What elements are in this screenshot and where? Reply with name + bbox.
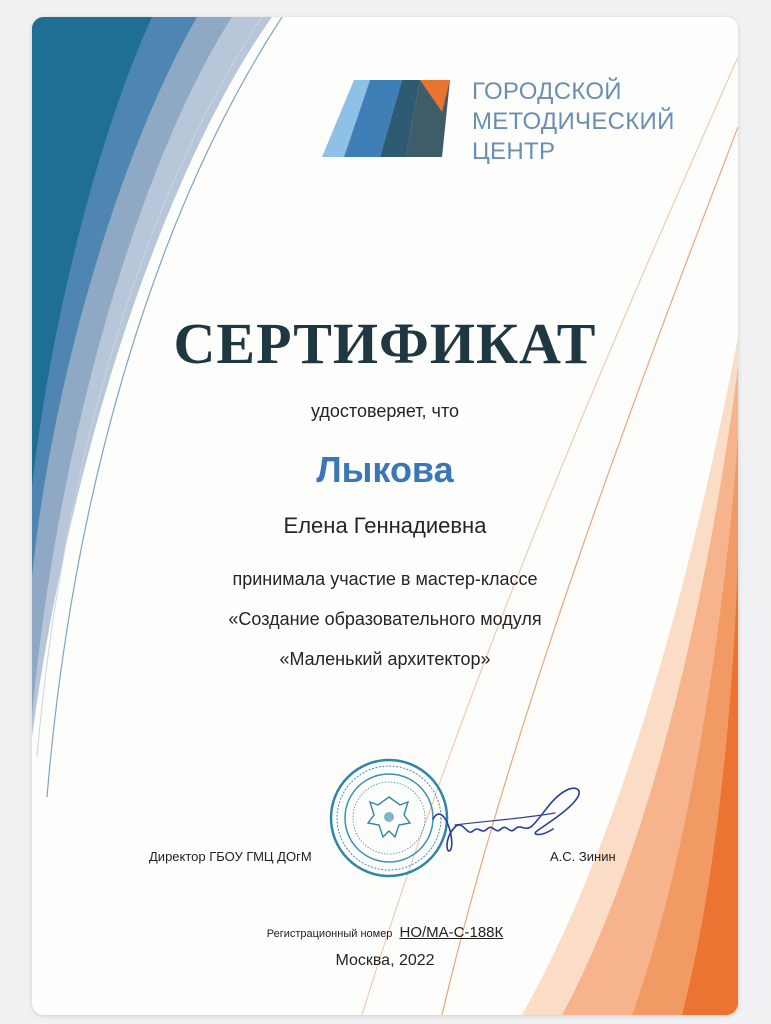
director-name: А.С. Зинин [550, 849, 616, 864]
course-title-line2: «Маленький архитектор» [279, 649, 491, 669]
registration-number: НО/МА-С-188К [399, 924, 504, 941]
logo [302, 42, 722, 177]
logo-text-line1: ГОРОДСКОЙ [472, 78, 622, 105]
logo-text-line2: МЕТОДИЧЕСКИЙ [472, 108, 675, 135]
participation-text: принимала участие в мастер-классе [232, 569, 538, 589]
certifies-text: удостоверяет, что [311, 401, 459, 421]
logo-mark-icon [302, 42, 472, 177]
certificate-page [32, 17, 738, 1015]
registration-line [32, 924, 738, 941]
logo-text-line3: ЦЕНТР [472, 138, 556, 165]
recipient-surname: Лыкова [316, 449, 454, 490]
director-title: Директор ГБОУ ГМЦ ДОгМ [149, 849, 312, 864]
city-year: Москва, 2022 [335, 952, 435, 969]
certificate-title: СЕРТИФИКАТ [173, 311, 597, 376]
course-title-line1: «Создание образовательного модуля [228, 609, 542, 629]
recipient-given-names: Елена Геннадиевна [283, 513, 487, 538]
registration-label: Регистрационный номер [266, 928, 393, 940]
